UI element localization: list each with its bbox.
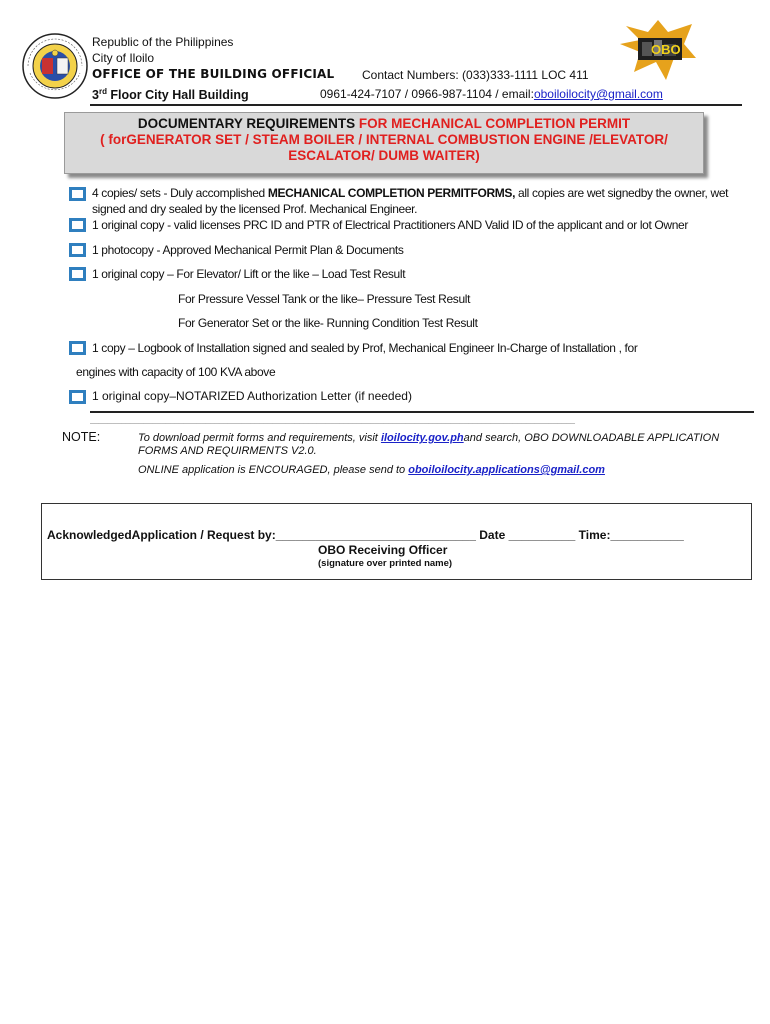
application-email-link[interactable]: oboiloilocity.applications@gmail.com: [408, 464, 605, 476]
note-label: NOTE:: [62, 430, 101, 444]
title-line-2: ( forGENERATOR SET / STEAM BOILER / INTERNAL COMBUSTION ENGINE /ELEVATOR/: [100, 132, 668, 147]
phone-email-line: 0961-424-7107 / 0966-987-1104 / email:oboiloilocity@gmail.com: [320, 87, 663, 101]
checkbox-req-5[interactable]: [69, 341, 86, 355]
city-seal-logo: [22, 33, 88, 99]
title-line-3: ESCALATOR/ DUMB WAITER): [288, 148, 480, 163]
signature-caption: (signature over printed name): [318, 558, 453, 569]
note-line-1: To download permit forms and requirements, visit iloilocity.gov.phand search, OBO DOWNLOADABLE APPLICATION: [138, 432, 720, 444]
requirement-6: 1 original copy–NOTARIZED Authorization Letter (if needed): [92, 389, 412, 403]
note-line-2: FORMS AND REQUIRMENTS V2.0.: [138, 445, 317, 457]
office-address: 3rd Floor City Hall Building: [92, 87, 249, 103]
note-line-3: ONLINE application is ENCOURAGED, please send to oboiloilocity.applications@gmail.com: [138, 464, 605, 476]
requirement-4b: For Generator Set or the like- Running Condition Test Result: [178, 316, 478, 330]
title-permit: FOR MECHANICAL COMPLETION PERMIT: [355, 116, 631, 131]
acknowledgment-line: AcknowledgedApplication / Request by:______________________________ Date __________ Time:___________: [47, 528, 684, 542]
receiving-officer-label: OBO Receiving Officer: [318, 543, 448, 557]
dashed-separator: _____________________________________________________________________________________________________________: [90, 415, 575, 424]
title-prefix: DOCUMENTARY REQUIREMENTS: [137, 116, 356, 131]
requirement-2: 1 original copy - valid licenses PRC ID and PTR of Electrical Practitioners AND Valid ID of the applicant and or lot Owner: [92, 218, 689, 232]
svg-text:OBO: OBO: [651, 42, 681, 57]
republic-label: Republic of the Philippines: [92, 35, 234, 49]
requirement-4: 1 original copy – For Elevator/ Lift or the like – Load Test Result: [92, 267, 406, 281]
requirement-1: 4 copies/ sets - Duly accomplished MECHANICAL COMPLETION PERMITFORMS, all copies are wet signedby the owner, wet: [92, 186, 729, 200]
obo-logo: [618, 18, 698, 82]
checkbox-req-2[interactable]: [69, 218, 86, 232]
document-title-box: [64, 112, 704, 174]
requirement-1-continued: signed and dry sealed by the licensed Prof. Mechanical Engineer.: [92, 202, 418, 216]
checkbox-req-4[interactable]: [69, 267, 86, 281]
requirement-3: 1 photocopy - Approved Mechanical Permit Plan & Documents: [92, 243, 404, 257]
email-link[interactable]: oboiloilocity@gmail.com: [533, 87, 663, 101]
checkbox-req-1[interactable]: [69, 187, 86, 201]
requirements-divider: [90, 411, 754, 413]
website-link[interactable]: iloilocity.gov.ph: [380, 432, 464, 444]
requirement-5-continued: engines with capacity of 100 KVA above: [76, 365, 276, 379]
requirement-4a: For Pressure Vessel Tank or the like– Pressure Test Result: [178, 292, 471, 306]
city-label: City of Iloilo: [92, 51, 155, 65]
contact-numbers: Contact Numbers: (033)333-1111 LOC 411: [362, 68, 589, 82]
checkbox-req-3[interactable]: [69, 243, 86, 257]
office-title: OFFICE OF THE BUILDING OFFICIAL: [92, 67, 335, 81]
header-divider: [90, 104, 742, 106]
requirement-5: 1 copy – Logbook of Installation signed and sealed by Prof, Mechanical Engineer In-Charge of Installation , for: [92, 341, 638, 355]
checkbox-req-6[interactable]: [69, 390, 86, 404]
